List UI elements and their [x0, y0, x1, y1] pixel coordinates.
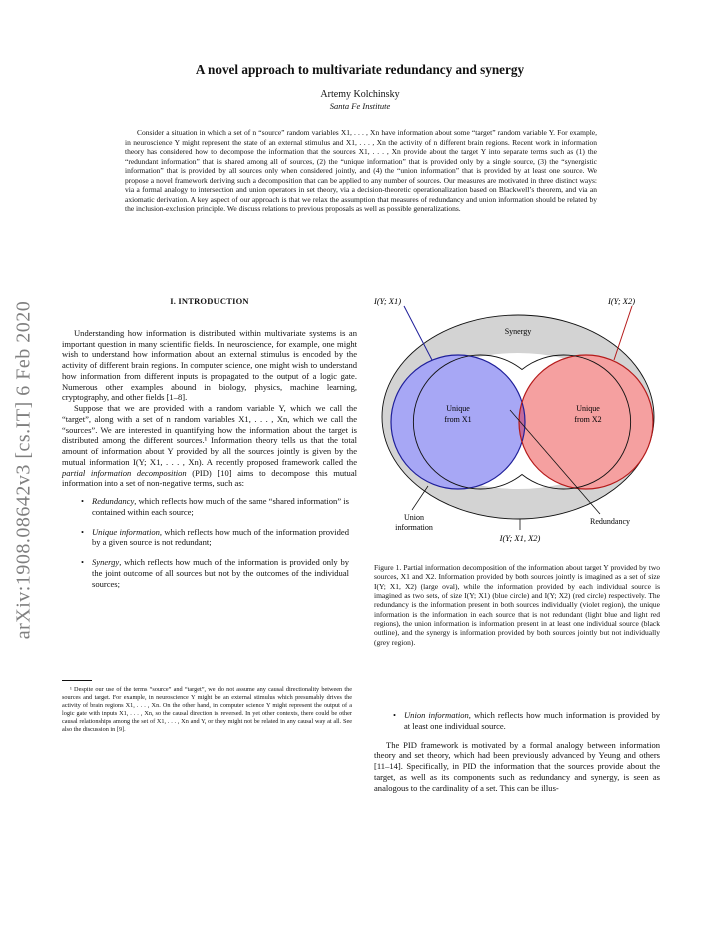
intro-paragraph-2: Suppose that we are provided with a random variable Y, which we call the “target”, along with a set of n random variables X1, . . . , Xn, which we call the “sources”. We are interested in quantifying how the information about the target is distributed among the different sources.¹ Information theory tells us that the total amount of information about Y provided by all the sources jointly is given by the mutual information I(Y; X1, . . . , Xn). A recently proposed framework called the partial information decomposition (PID) [10] aims to decompose this mutual information into a set of non-negative terms, such as: — [62, 403, 357, 489]
figure-caption: Figure 1. Partial information decomposition of the information about target Y provided by two sources, X1 and X2. Information provided by both sources jointly is imagined as a set of size I(Y; X1, X2) (large oval), while the information provided by each individual source is imagined as two sets, of size I(Y; X1) (blue circle) and I(Y; X2) (red circle) respectively. The redundancy is the information present in both sources individually (violet region), the unique information is the information in each source that is not redundant (light blue and light red regions), the union information is information present in at least one individual source (black outline), and the synergy is information provided by both sources jointly but not individually (grey region). — [374, 563, 660, 647]
intro-paragraph-1: Understanding how information is distributed within multivariate systems is an important question in many scientific fields. In neuroscience, for example, one might wish to understand how information about an external stimulus is encoded by the activity of different brain regions. In computer science, one might wish to understand how information from different inputs is propagated to the output of a logic gate. Numerous other examples abound in biology, physics, machine learning, cryptography, and other fields [1–8]. — [62, 327, 357, 403]
pid-terms-list — [62, 496, 357, 589]
right-column — [374, 710, 660, 793]
footnote-rule — [62, 680, 92, 681]
label-union-information: information — [395, 523, 433, 532]
abstract: Consider a situation in which a set of n “source” random variables X1, . . . , Xn have information about some “target” random variable Y. For example, in neuroscience Y might represent the state of an external stimulus and X1, . . . , Xn the activity of n different brain regions. Recent work in information theory has considered how to decompose the information that the sources X1, . . . , Xn provide about the target Y into separate terms such as (1) the “redundant information” that is shared among all of sources, (2) the “unique information” that is provided only by a single source, (3) the “synergistic information” that is provided by all sources only when considered jointly, and (4) the “union information” that is provided by at least one source. We propose a novel framework deriving such a decomposition that can be applied to any number of sources. Our measures are motivated in three distinct ways: via a formal analogy to intersection and union operators in set theory, via a decision-theoretic operationalization based on Blackwell’s theorem, and via an axiomatic derivation. A key aspect of our approach is that we relax the assumption that measures of redundancy and union information should be related by the inclusion-exclusion principle. We discuss relations to previous proposals as well as possible generalizations. — [125, 128, 597, 214]
list-item: • Union information, which reflects how much information is provided by at least one individual source. — [374, 710, 660, 732]
pid-framework-paragraph: The PID framework is motivated by a formal analogy between information theory and set theory, which had been previously advanced by Yeung and others [11–14]. Specifically, in PID the information that the sources provide about the target, as well as its components such as redundancy and synergy, is seen as analogous to the cardinality of a set. This can be illus- — [374, 739, 660, 793]
section-heading: I. INTRODUCTION — [170, 296, 249, 306]
label-unique-2: Unique — [576, 404, 600, 413]
label-unique-1: Unique — [446, 404, 470, 413]
label-synergy: Synergy — [504, 327, 532, 336]
list-item: • Unique information, which reflects how much of the information provided by a given source is not redundant; — [62, 527, 357, 549]
pid-terms-list-continued — [374, 710, 660, 732]
label-unique-2-from: from X2 — [574, 415, 602, 424]
arxiv-stamp: arXiv:1908.08642v3 [cs.IT] 6 Feb 2020 — [12, 300, 35, 640]
label-joint: I(Y; X1, X2) — [499, 533, 541, 543]
footnote: ¹ Despite our use of the terms “source” and “target”, we do not assume any causal directionality between the sources and target. For example, in neuroscience Y might be an external stimulus which presumably drives the activity of brain regions X1, . . . , Xn. On the other hand, in computer science Y might represent the output of a logic gate with inputs X1, . . . , Xn, so the causal direction is reversed. In yet other contexts, there could be other causal relationships among the set of X1, . . . , Xn and Y, or they might not be related in any causal way at all. See also the discussion in [9]. — [62, 686, 352, 734]
label-ix1: I(Y; X1) — [374, 296, 402, 306]
author-name: Artemy Kolchinsky — [320, 89, 400, 100]
label-unique-1-from: from X1 — [444, 415, 472, 424]
author-affiliation: Santa Fe Institute — [329, 101, 391, 111]
left-column — [62, 296, 357, 598]
list-item: • Synergy, which reflects how much of the information is provided only by the joint outcome of all sources but not by the outcomes of the individual sources; — [62, 557, 357, 589]
paper-title: A novel approach to multivariate redundancy and synergy — [195, 62, 525, 77]
label-union: Union — [404, 513, 424, 522]
union-leader — [412, 486, 428, 510]
label-redundancy: Redundancy — [590, 517, 630, 526]
pid-venn-diagram — [370, 292, 670, 554]
list-item: • Redundancy, which reflects how much of the same “shared information” is contained within each source; — [62, 496, 357, 518]
label-ix2: I(Y; X2) — [608, 296, 636, 306]
